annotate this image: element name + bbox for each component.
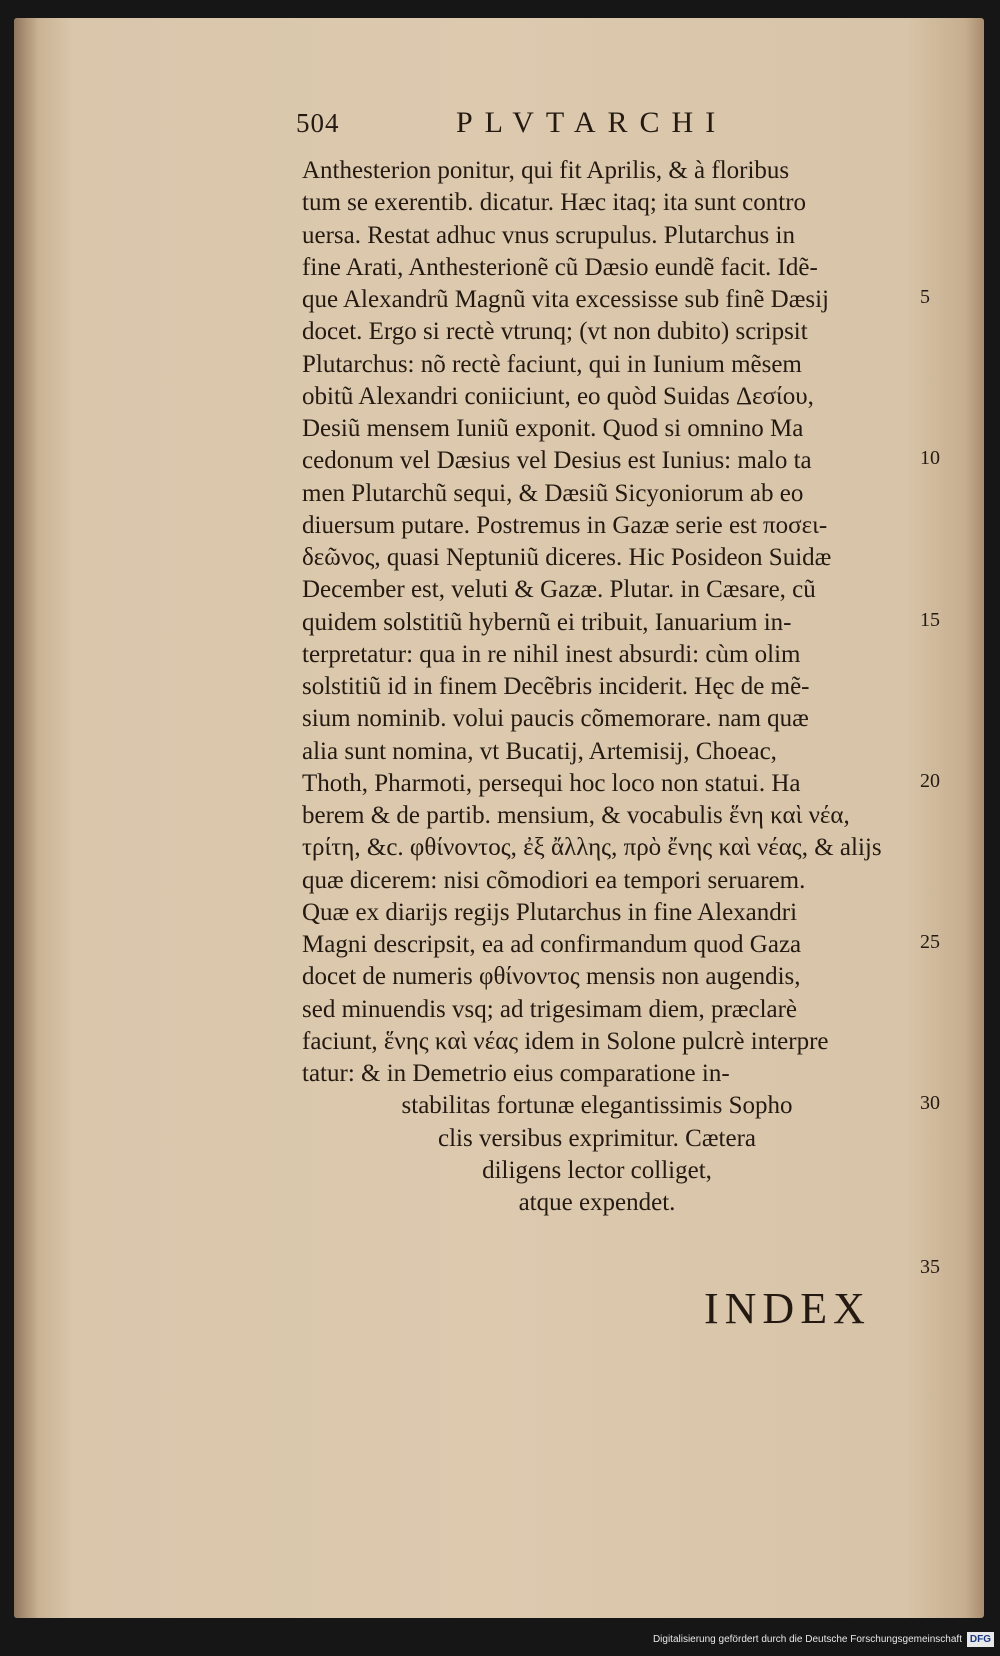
- colophon-line: atque expendet.: [518, 1189, 676, 1216]
- page-number: 504: [296, 108, 340, 138]
- running-title: PLVTARCHI: [456, 106, 728, 139]
- text-line: solstitiũ id in finem Decẽbris inciderit. Hęc de mẽ-: [302, 673, 810, 700]
- colophon-line: stabilitas fortunæ elegantissimis Sopho: [401, 1092, 793, 1120]
- text-line: obitũ Alexandri coniiciunt, eo quòd Suidas Δεσίου,: [302, 382, 814, 410]
- text-line: δεῶνος, quasi Neptuniũ diceres. Hic Posideon Suidæ: [302, 544, 832, 571]
- text-line: cedonum vel Dæsius vel Desius est Iunius: malo ta: [302, 447, 812, 475]
- text-line: alia sunt nomina, vt Bucatij, Artemisij, Choeac,: [302, 737, 777, 765]
- footer-credit-text: Digitalisierung gefördert durch die Deutsche Forschungsgemeinschaft: [652, 1634, 962, 1645]
- text-line: docet de numeris φθίνοντος mensis non augendis,: [302, 963, 801, 991]
- line-number-20: 20: [920, 769, 940, 792]
- text-line: Anthesterion ponitur, qui fit Aprilis, & à floribus: [302, 157, 790, 184]
- text-line: sed minuendis vsq; ad trigesimam diem, præclarè: [302, 995, 798, 1023]
- text-line: sium nominib. volui paucis cõmemorare. nam quæ: [302, 705, 809, 733]
- text-line: men Plutarchũ sequi, & Dæsiũ Sicyoniorum ab eo: [302, 479, 804, 507]
- text-line: Quæ ex diarijs regijs Plutarchus in fine Alexandri: [302, 898, 798, 926]
- text-line: diuersum putare. Postremus in Gazæ serie est ποσει-: [302, 511, 828, 539]
- colophon-line: clis versibus exprimitur. Cætera: [437, 1124, 756, 1152]
- line-number-30: 30: [920, 1092, 940, 1115]
- colophon-line: diligens lector colliget,: [482, 1156, 712, 1184]
- line-number-15: 15: [920, 608, 940, 631]
- text-line: docet. Ergo si rectè vtrunq; (vt non dubito) scripsit: [302, 318, 808, 346]
- index-heading: INDEX: [704, 1284, 871, 1333]
- margin-line-numbers: [14, 18, 984, 1618]
- text-line: December est, veluti & Gazæ. Plutar. in Cæsare, cũ: [302, 576, 816, 604]
- text-line: Magni descripsit, ea ad confirmandum quod Gaza: [302, 931, 802, 958]
- footer-bar: [0, 1628, 1000, 1656]
- text-line: faciunt, ἕνης καὶ νέας idem in Solone pulcrè interpre: [302, 1027, 829, 1055]
- line-number-5: 5: [920, 286, 930, 308]
- text-line: τρίτη, &c. φθίνοντος, ἐξ ἄλλης, πρὸ ἔνης καὶ νέας, & alijs: [302, 834, 882, 862]
- book-page: [14, 18, 984, 1618]
- text-line: quæ dicerem: nisi cõmodiori ea tempori seruarem.: [302, 866, 806, 894]
- text-line: quidem solstitiũ hybernũ ei tribuit, Ianuarium in-: [302, 608, 792, 636]
- line-number-10: 10: [920, 447, 940, 470]
- text-line: tum se exerentib. dicatur. Hæc itaq; ita sunt contro: [302, 189, 807, 217]
- dfg-logo: DFG: [967, 1632, 994, 1647]
- line-number-25: 25: [920, 931, 940, 953]
- text-line: berem & de partib. mensium, & vocabulis ἕνη καὶ νέα,: [302, 802, 850, 829]
- text-line: Plutarchus: nõ rectè faciunt, qui in Iunium mẽsem: [302, 350, 802, 378]
- text-line: uersa. Restat adhuc vnus scrupulus. Plutarchus in: [302, 221, 795, 249]
- text-line: Desiũ mensem Iuniũ exponit. Quod si omnino Ma: [302, 415, 804, 442]
- text-line: fine Arati, Anthesterionẽ cũ Dæsio eundẽ facit. Idẽ-: [302, 253, 818, 281]
- text-line: que Alexandrũ Magnũ vita excessisse sub finẽ Dæsij: [302, 286, 829, 313]
- text-line: tatur: & in Demetrio eius comparatione in-: [302, 1060, 730, 1087]
- line-number-35: 35: [920, 1256, 940, 1278]
- text-line: Thoth, Pharmoti, persequi hoc loco non statui. Ha: [302, 769, 801, 797]
- text-line: terpretatur: qua in re nihil inest absurdi: cùm olim: [302, 640, 801, 668]
